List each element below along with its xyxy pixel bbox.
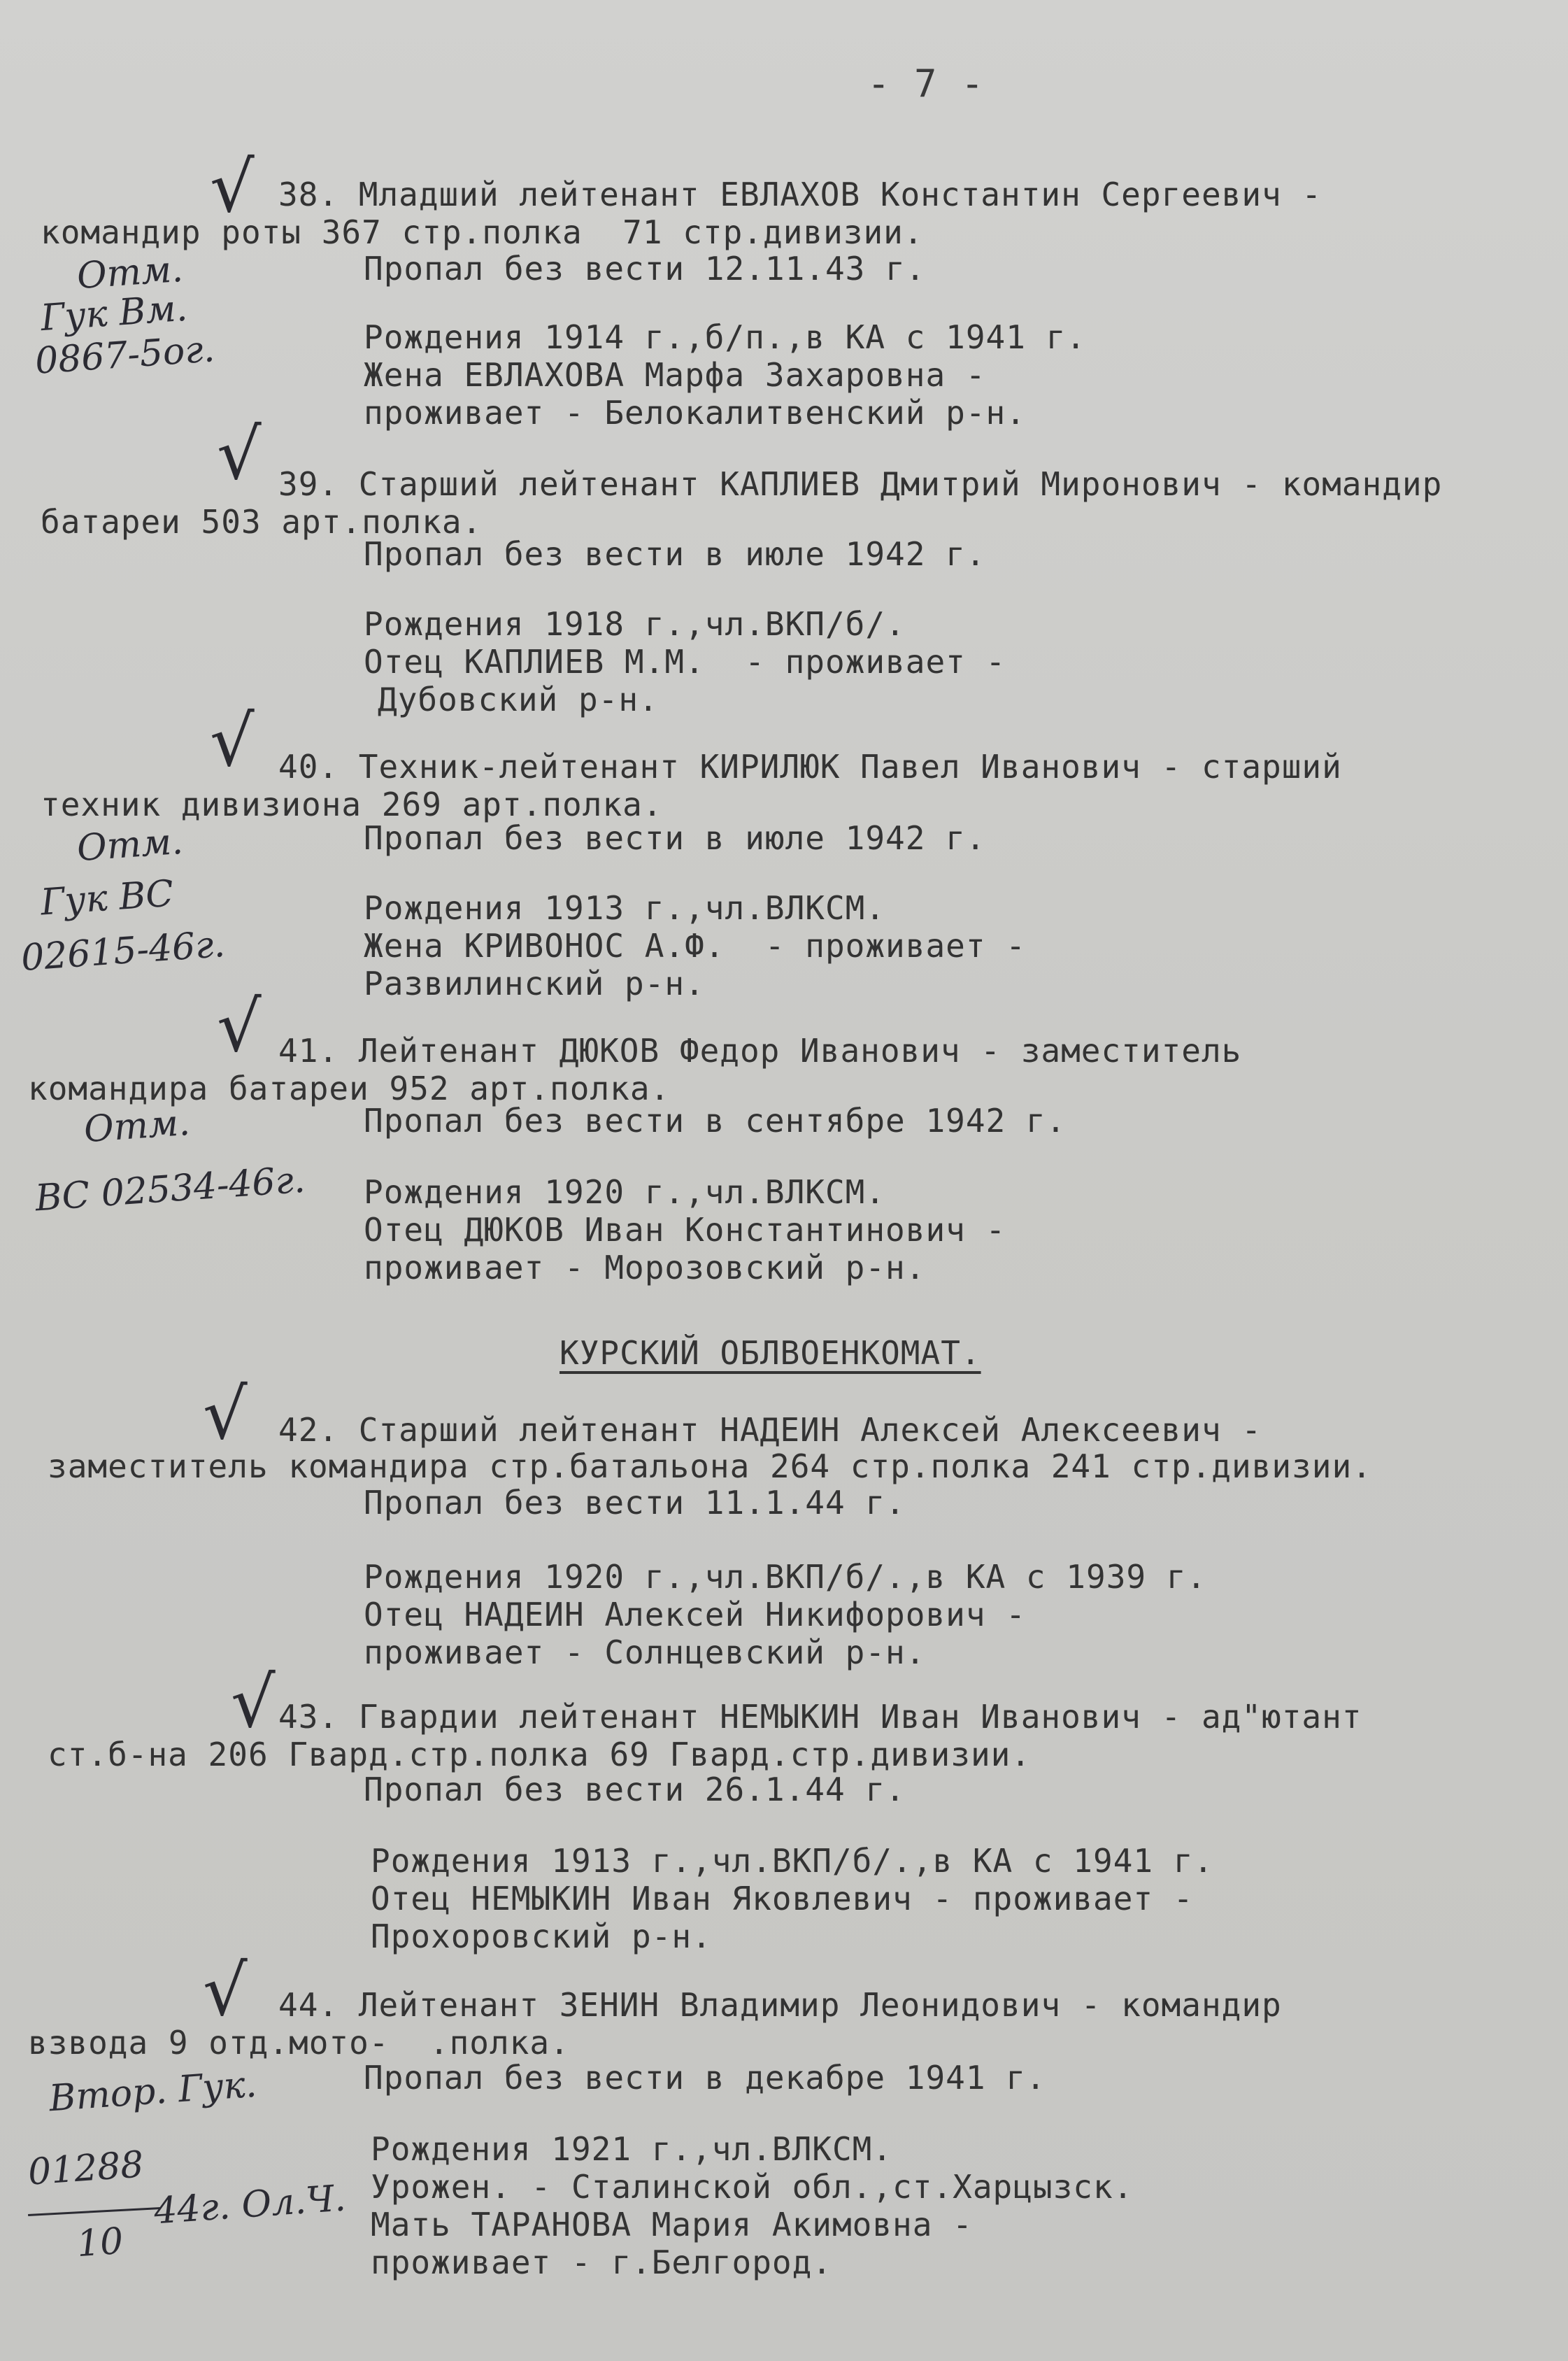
entry-39-line2: батареи 503 арт.полка. xyxy=(41,503,483,541)
entry-42-line4: Рождения 1920 г.,чл.ВКП/б/.,в КА с 1939 г. xyxy=(364,1558,1207,1596)
entry-40-line5: Жена КРИВОНОС А.Ф. - проживает - xyxy=(364,927,1026,965)
check-mark-43: √ xyxy=(231,1661,276,1743)
entry-40-line4: Рождения 1913 г.,чл.ВЛКСМ. xyxy=(364,889,886,927)
entry-40-line2: техник дивизиона 269 арт.полка. xyxy=(41,786,663,823)
entry-38-line5: Жена ЕВЛАХОВА Марфа Захаровна - xyxy=(364,356,986,394)
handwritten-note-38a: Отм. xyxy=(76,248,185,298)
entry-40-line1: 40. Техник-лейтенант КИРИЛЮК Павел Иванович - старший xyxy=(278,748,1342,786)
entry-40-line3: Пропал без вести в июле 1942 г. xyxy=(364,819,986,857)
entry-43-line1: 43. Гвардии лейтенант НЕМЫКИН Иван Иванович - ад"ютант xyxy=(278,1698,1362,1736)
handwritten-note-41a: Отм. xyxy=(83,1101,192,1151)
page-number: - 7 - xyxy=(867,62,985,106)
check-mark-42: √ xyxy=(203,1373,248,1455)
entry-42-line1: 42. Старший лейтенант НАДЕИН Алексей Алексеевич - xyxy=(278,1411,1262,1449)
handwritten-note-41b: ВС 02534-46г. xyxy=(34,1158,307,1220)
entry-39-line1: 39. Старший лейтенант КАПЛИЕВ Дмитрий Миронович - командир xyxy=(278,465,1443,503)
entry-39-line3: Пропал без вести в июле 1942 г. xyxy=(364,535,986,573)
entry-38-line3: Пропал без вести 12.11.43 г. xyxy=(364,250,926,288)
handwritten-note-44b: 01288 xyxy=(27,2143,145,2194)
handwritten-note-40c: 02615-46г. xyxy=(20,923,227,980)
entry-44-line2: взвода 9 отд.мото- .полка. xyxy=(28,2024,570,2062)
entry-41-line4: Рождения 1920 г.,чл.ВЛКСМ. xyxy=(364,1173,886,1211)
entry-41-line6: проживает - Морозовский р-н. xyxy=(364,1249,926,1286)
entry-44-line6: Мать ТАРАНОВА Мария Акимовна - xyxy=(371,2206,973,2243)
entry-39-line6: Дубовский р-н. xyxy=(378,681,659,718)
entry-38-line6: проживает - Белокалитвенский р-н. xyxy=(364,394,1026,432)
entry-42-line2: заместитель командира стр.батальона 264 стр.полка 241 стр.дивизии. xyxy=(48,1447,1372,1485)
entry-41-line3: Пропал без вести в сентябре 1942 г. xyxy=(364,1102,1067,1140)
check-mark-38: √ xyxy=(210,146,255,228)
entry-39-line4: Рождения 1918 г.,чл.ВКП/б/. xyxy=(364,605,906,643)
entry-40-line6: Развилинский р-н. xyxy=(364,965,705,1002)
check-mark-39: √ xyxy=(217,413,262,495)
entry-38-line1: 38. Младший лейтенант ЕВЛАХОВ Константин Сергеевич - xyxy=(278,176,1323,213)
entry-42-line5: Отец НАДЕИН Алексей Никифорович - xyxy=(364,1596,1026,1633)
entry-43-line2: ст.б-на 206 Гвард.стр.полка 69 Гвард.стр.дивизии. xyxy=(48,1736,1032,1773)
entry-43-line6: Прохоровский р-н. xyxy=(371,1917,712,1955)
entry-39-line5: Отец КАПЛИЕВ М.М. - проживает - xyxy=(364,643,1006,681)
handwritten-note-38c: 0867-5ог. xyxy=(34,328,216,383)
check-mark-41: √ xyxy=(217,986,262,1068)
fraction-line xyxy=(28,2207,161,2216)
entry-43-line5: Отец НЕМЫКИН Иван Яковлевич - проживает - xyxy=(371,1880,1194,1917)
entry-41-line2: командира батареи 952 арт.полка. xyxy=(28,1070,671,1107)
entry-38-line2: командир роты 367 стр.полка 71 стр.дивизии. xyxy=(41,213,924,251)
entry-41-line1: 41. Лейтенант ДЮКОВ Федор Иванович - заместитель xyxy=(278,1032,1242,1070)
entry-38-line4: Рождения 1914 г.,б/п.,в КА с 1941 г. xyxy=(364,318,1086,356)
entry-43-line4: Рождения 1913 г.,чл.ВКП/б/.,в КА с 1941 г. xyxy=(371,1842,1214,1880)
entry-42-line3: Пропал без вести 11.1.44 г. xyxy=(364,1484,906,1522)
handwritten-note-38b: Гук Вм. xyxy=(39,287,189,340)
entry-42-line6: проживает - Солнцевский р-н. xyxy=(364,1633,926,1671)
handwritten-note-44d: 10 xyxy=(75,2220,125,2266)
entry-43-line3: Пропал без вести 26.1.44 г. xyxy=(364,1771,906,1808)
entry-44-line3: Пропал без вести в декабре 1941 г. xyxy=(364,2059,1046,2097)
check-mark-40: √ xyxy=(210,700,255,782)
handwritten-note-40a: Отм. xyxy=(76,820,185,870)
entry-44-line5: Урожен. - Сталинской обл.,ст.Харцызск. xyxy=(371,2168,1134,2206)
handwritten-note-44c: 44г. Ол.Ч. xyxy=(152,2177,348,2233)
entry-44-line7: проживает - г.Белгород. xyxy=(371,2243,832,2281)
handwritten-note-44a: Втор. Гук. xyxy=(48,2063,259,2120)
entry-44-line1: 44. Лейтенант ЗЕНИН Владимир Леонидович - командир xyxy=(278,1986,1282,2024)
check-mark-44: √ xyxy=(203,1950,248,2032)
handwritten-note-40b: Гук ВС xyxy=(39,872,176,924)
entry-41-line5: Отец ДЮКОВ Иван Константинович - xyxy=(364,1211,1006,1249)
entry-44-line4: Рождения 1921 г.,чл.ВЛКСМ. xyxy=(371,2130,893,2168)
section-heading: КУРСКИЙ ОБЛВОЕНКОМАТ. xyxy=(560,1334,981,1372)
